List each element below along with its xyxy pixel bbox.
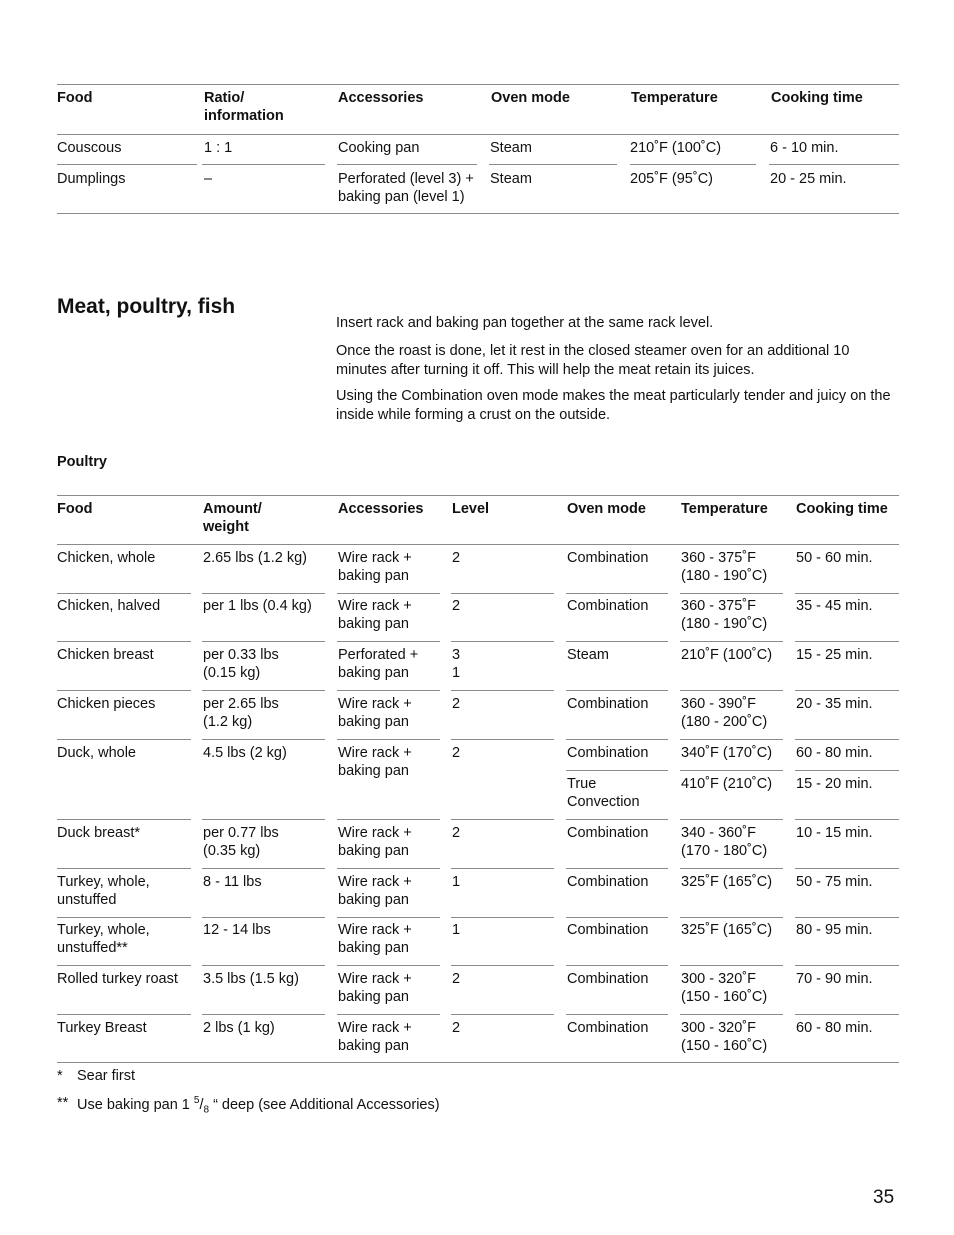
- footnote-text: Sear first: [77, 1068, 136, 1084]
- table2-header-cell: Amount/ weight: [203, 501, 262, 535]
- table2-row-rule: [451, 965, 554, 966]
- table2-row-rule: [57, 965, 191, 966]
- table2-row-rule: [451, 1014, 554, 1015]
- table2-cell: Combination: [567, 971, 649, 987]
- footnote-text-part: “ deep (see Additional Accessories): [209, 1096, 440, 1113]
- table2-cell: Combination: [567, 922, 649, 938]
- table2-row-rule: [202, 1014, 325, 1015]
- table2-cell: Combination: [567, 874, 649, 890]
- table2-cell: 340˚F (170˚C): [681, 745, 773, 761]
- table2-cell: Chicken breast: [57, 647, 154, 663]
- table2-row-rule: [795, 690, 899, 691]
- table2-cell: Turkey Breast: [57, 1020, 147, 1036]
- table2-subrow-rule: [795, 770, 899, 771]
- table2-row-rule: [57, 868, 191, 869]
- table2-header-cell: Accessories: [338, 501, 424, 517]
- table1-cell: Perforated (level 3) + baking pan (level 1): [338, 171, 474, 205]
- table1-header-cell: Oven mode: [491, 90, 570, 106]
- table2-cell: Combination: [567, 696, 649, 712]
- table2-row-rule: [451, 641, 554, 642]
- table2-cell: Combination: [567, 598, 649, 614]
- footnote-text-part: Use baking pan 1: [77, 1096, 194, 1113]
- table2-row-rule: [566, 593, 668, 594]
- table1-cell: Steam: [490, 140, 532, 156]
- table1-cell: 210˚F (100˚C): [630, 140, 722, 156]
- table2-cell: True Convection: [567, 776, 640, 810]
- table1-cell: –: [204, 171, 213, 187]
- table2-bottom-rule: [57, 1062, 899, 1063]
- table2-subrow-rule: [566, 770, 668, 771]
- table2-cell: 300 - 320˚F (150 - 160˚C): [681, 1020, 768, 1054]
- table2-row-rule: [566, 868, 668, 869]
- table2-header-cell: Temperature: [681, 501, 768, 517]
- table2-cell: Turkey, whole, unstuffed**: [57, 922, 150, 956]
- table2-row-rule: [202, 593, 325, 594]
- table2-cell: Combination: [567, 825, 649, 841]
- table2-row-rule: [337, 593, 440, 594]
- table2-row-rule: [680, 593, 783, 594]
- table2-cell: per 0.77 lbs (0.35 kg): [203, 825, 279, 859]
- table2-cell: Perforated + baking pan: [338, 647, 419, 681]
- footnote-text-part: 8: [203, 1104, 210, 1116]
- table2-row-rule: [566, 690, 668, 691]
- table2-row-rule: [202, 641, 325, 642]
- footnote-mark: **: [57, 1095, 69, 1111]
- table2-row-rule: [566, 739, 668, 740]
- table2-cell: 1: [452, 922, 461, 938]
- table2-cell: per 1 lbs (0.4 kg): [203, 598, 312, 614]
- table2-cell: 2: [452, 825, 461, 841]
- table2-cell: per 0.33 lbs (0.15 kg): [203, 647, 279, 681]
- table2-cell: Wire rack + baking pan: [338, 598, 412, 632]
- section-title: Meat, poultry, fish: [57, 295, 236, 318]
- table2-row-rule: [337, 965, 440, 966]
- table2-row-rule: [795, 917, 899, 918]
- table2-row-rule: [795, 641, 899, 642]
- table2-header-cell: Level: [452, 501, 490, 517]
- table2-cell: Wire rack + baking pan: [338, 550, 412, 584]
- table2-cell: 340 - 360˚F (170 - 180˚C): [681, 825, 768, 859]
- table2-row-rule: [202, 819, 325, 820]
- table2-cell: 35 - 45 min.: [796, 598, 873, 614]
- table2-cell: 2: [452, 696, 461, 712]
- table2-cell: Combination: [567, 745, 649, 761]
- table2-cell: 60 - 80 min.: [796, 745, 873, 761]
- table2-cell: 3 1: [452, 647, 461, 681]
- footnote-text: [77, 1095, 440, 1116]
- table2-row-rule: [337, 1014, 440, 1015]
- page-number: 35: [873, 1187, 895, 1208]
- table2-row-rule: [337, 739, 440, 740]
- table2-cell: 15 - 25 min.: [796, 647, 873, 663]
- table2-cell: Chicken pieces: [57, 696, 156, 712]
- table2-cell: 2: [452, 971, 461, 987]
- table2-row-rule: [57, 690, 191, 691]
- table2-row-rule: [680, 690, 783, 691]
- table2-row-rule: [566, 641, 668, 642]
- table1-cell: Steam: [490, 171, 532, 187]
- table1-cell: 20 - 25 min.: [770, 171, 847, 187]
- table2-subrow-rule: [680, 770, 783, 771]
- table1-cell: 1 : 1: [204, 140, 233, 156]
- table2-cell: Chicken, whole: [57, 550, 156, 566]
- table2-cell: Wire rack + baking pan: [338, 825, 412, 859]
- table2-row-rule: [451, 917, 554, 918]
- table2-row-rule: [451, 819, 554, 820]
- table1-cell: Couscous: [57, 140, 122, 156]
- table2-header-cell: Oven mode: [567, 501, 646, 517]
- table2-cell: 210˚F (100˚C): [681, 647, 773, 663]
- table2-cell: 50 - 75 min.: [796, 874, 873, 890]
- table2-cell: 2 lbs (1 kg): [203, 1020, 275, 1036]
- table1-cell: Dumplings: [57, 171, 126, 187]
- table2-row-rule: [57, 819, 191, 820]
- table2-cell: 360 - 375˚F (180 - 190˚C): [681, 598, 768, 632]
- table2-cell: Wire rack + baking pan: [338, 745, 412, 779]
- table2-row-rule: [680, 965, 783, 966]
- table2-cell: Wire rack + baking pan: [338, 874, 412, 908]
- table2-cell: 360 - 375˚F (180 - 190˚C): [681, 550, 768, 584]
- table2-cell: 2: [452, 1020, 461, 1036]
- footnote-text-part: 5: [193, 1095, 200, 1106]
- table1-row-rule: [337, 164, 477, 165]
- table2-row-rule: [566, 1014, 668, 1015]
- table2-row-rule: [795, 739, 899, 740]
- table2-row-rule: [680, 1014, 783, 1015]
- table2-row-rule: [337, 917, 440, 918]
- table1-top-rule: [57, 84, 899, 85]
- table2-row-rule: [680, 917, 783, 918]
- table2-row-rule: [680, 641, 783, 642]
- table1-row-rule: [57, 164, 197, 165]
- table2-cell: 4.5 lbs (2 kg): [203, 745, 287, 761]
- table1-header-cell: Cooking time: [771, 90, 863, 106]
- table2-cell: 15 - 20 min.: [796, 776, 873, 792]
- table2-cell: Wire rack + baking pan: [338, 971, 412, 1005]
- table2-row-rule: [202, 739, 325, 740]
- table2-cell: Wire rack + baking pan: [338, 1020, 412, 1054]
- table2-row-rule: [202, 917, 325, 918]
- table2-row-rule: [57, 739, 191, 740]
- table2-row-rule: [337, 690, 440, 691]
- table2-row-rule: [795, 819, 899, 820]
- table2-cell: 325˚F (165˚C): [681, 874, 773, 890]
- table2-row-rule: [795, 868, 899, 869]
- table2-cell: 12 - 14 lbs: [203, 922, 271, 938]
- table2-row-rule: [566, 819, 668, 820]
- table1-header-cell: Temperature: [631, 90, 718, 106]
- table1-row-rule: [769, 164, 899, 165]
- table2-row-rule: [680, 868, 783, 869]
- table1-cell: Cooking pan: [338, 140, 420, 156]
- table2-cell: 325˚F (165˚C): [681, 922, 773, 938]
- table2-top-rule: [57, 495, 899, 496]
- table2-cell: 2: [452, 745, 461, 761]
- table2-row-rule: [202, 868, 325, 869]
- table2-row-rule: [566, 917, 668, 918]
- footnote-mark: *: [57, 1068, 63, 1084]
- table2-header-rule: [57, 544, 899, 545]
- table2-row-rule: [57, 593, 191, 594]
- intro-paragraph: Once the roast is done, let it rest in the closed steamer oven for an additional 10 minutes after turning it off. This will help the meat retain its juices.: [336, 343, 850, 378]
- table2-cell: 60 - 80 min.: [796, 1020, 873, 1036]
- table2-row-rule: [680, 819, 783, 820]
- table2-row-rule: [57, 1014, 191, 1015]
- table2-cell: 300 - 320˚F (150 - 160˚C): [681, 971, 768, 1005]
- table2-cell: 8 - 11 lbs: [203, 874, 262, 890]
- table2-cell: 410˚F (210˚C): [681, 776, 773, 792]
- table1-cell: 6 - 10 min.: [770, 140, 839, 156]
- table2-cell: Duck breast*: [57, 825, 141, 841]
- table2-cell: Chicken, halved: [57, 598, 161, 614]
- table2-cell: Wire rack + baking pan: [338, 922, 412, 956]
- table2-cell: 360 - 390˚F (180 - 200˚C): [681, 696, 768, 730]
- table2-row-rule: [680, 739, 783, 740]
- table2-cell: Turkey, whole, unstuffed: [57, 874, 150, 908]
- table2-cell: 80 - 95 min.: [796, 922, 873, 938]
- table1-header-cell: Ratio/ information: [204, 90, 284, 124]
- table2-cell: Rolled turkey roast: [57, 971, 178, 987]
- table2-row-rule: [795, 1014, 899, 1015]
- intro-paragraph: Insert rack and baking pan together at the same rack level.: [336, 315, 714, 331]
- table1-row-rule: [489, 164, 617, 165]
- table1-header-cell: Food: [57, 90, 93, 106]
- table2-cell: Combination: [567, 1020, 649, 1036]
- table1-header-rule: [57, 134, 899, 135]
- table2-cell: 2: [452, 598, 461, 614]
- table1-row-rule: [202, 164, 325, 165]
- table1-header-cell: Accessories: [338, 90, 424, 106]
- table2-row-rule: [337, 641, 440, 642]
- table2-cell: Combination: [567, 550, 649, 566]
- table2-row-rule: [337, 819, 440, 820]
- table2-row-rule: [795, 965, 899, 966]
- footnote-text-part: /: [199, 1096, 204, 1113]
- table2-row-rule: [566, 965, 668, 966]
- table2-cell: 3.5 lbs (1.5 kg): [203, 971, 299, 987]
- table2-row-rule: [337, 868, 440, 869]
- table2-cell: Duck, whole: [57, 745, 136, 761]
- table2-row-rule: [451, 593, 554, 594]
- table2-row-rule: [451, 739, 554, 740]
- table2-row-rule: [202, 690, 325, 691]
- table2-cell: 2.65 lbs (1.2 kg): [203, 550, 307, 566]
- intro-paragraph: Using the Combination oven mode makes the meat particularly tender and juicy on the inside while forming a crust on the outside.: [336, 388, 891, 423]
- subheading-poultry: Poultry: [57, 454, 107, 470]
- table2-row-rule: [451, 868, 554, 869]
- table2-cell: 50 - 60 min.: [796, 550, 873, 566]
- table2-cell: Steam: [567, 647, 609, 663]
- table2-cell: 10 - 15 min.: [796, 825, 873, 841]
- table2-row-rule: [202, 965, 325, 966]
- table2-cell: 1: [452, 874, 461, 890]
- table2-header-cell: Food: [57, 501, 93, 517]
- table2-row-rule: [57, 641, 191, 642]
- table2-cell: Wire rack + baking pan: [338, 696, 412, 730]
- table2-cell: per 2.65 lbs (1.2 kg): [203, 696, 279, 730]
- table2-row-rule: [57, 917, 191, 918]
- table1-row-rule: [630, 164, 756, 165]
- table2-row-rule: [451, 690, 554, 691]
- table2-cell: 2: [452, 550, 461, 566]
- table2-header-cell: Cooking time: [796, 501, 888, 517]
- table2-row-rule: [795, 593, 899, 594]
- table2-cell: 70 - 90 min.: [796, 971, 873, 987]
- table1-cell: 205˚F (95˚C): [630, 171, 713, 187]
- table1-bottom-rule: [57, 213, 899, 214]
- table2-cell: 20 - 35 min.: [796, 696, 873, 712]
